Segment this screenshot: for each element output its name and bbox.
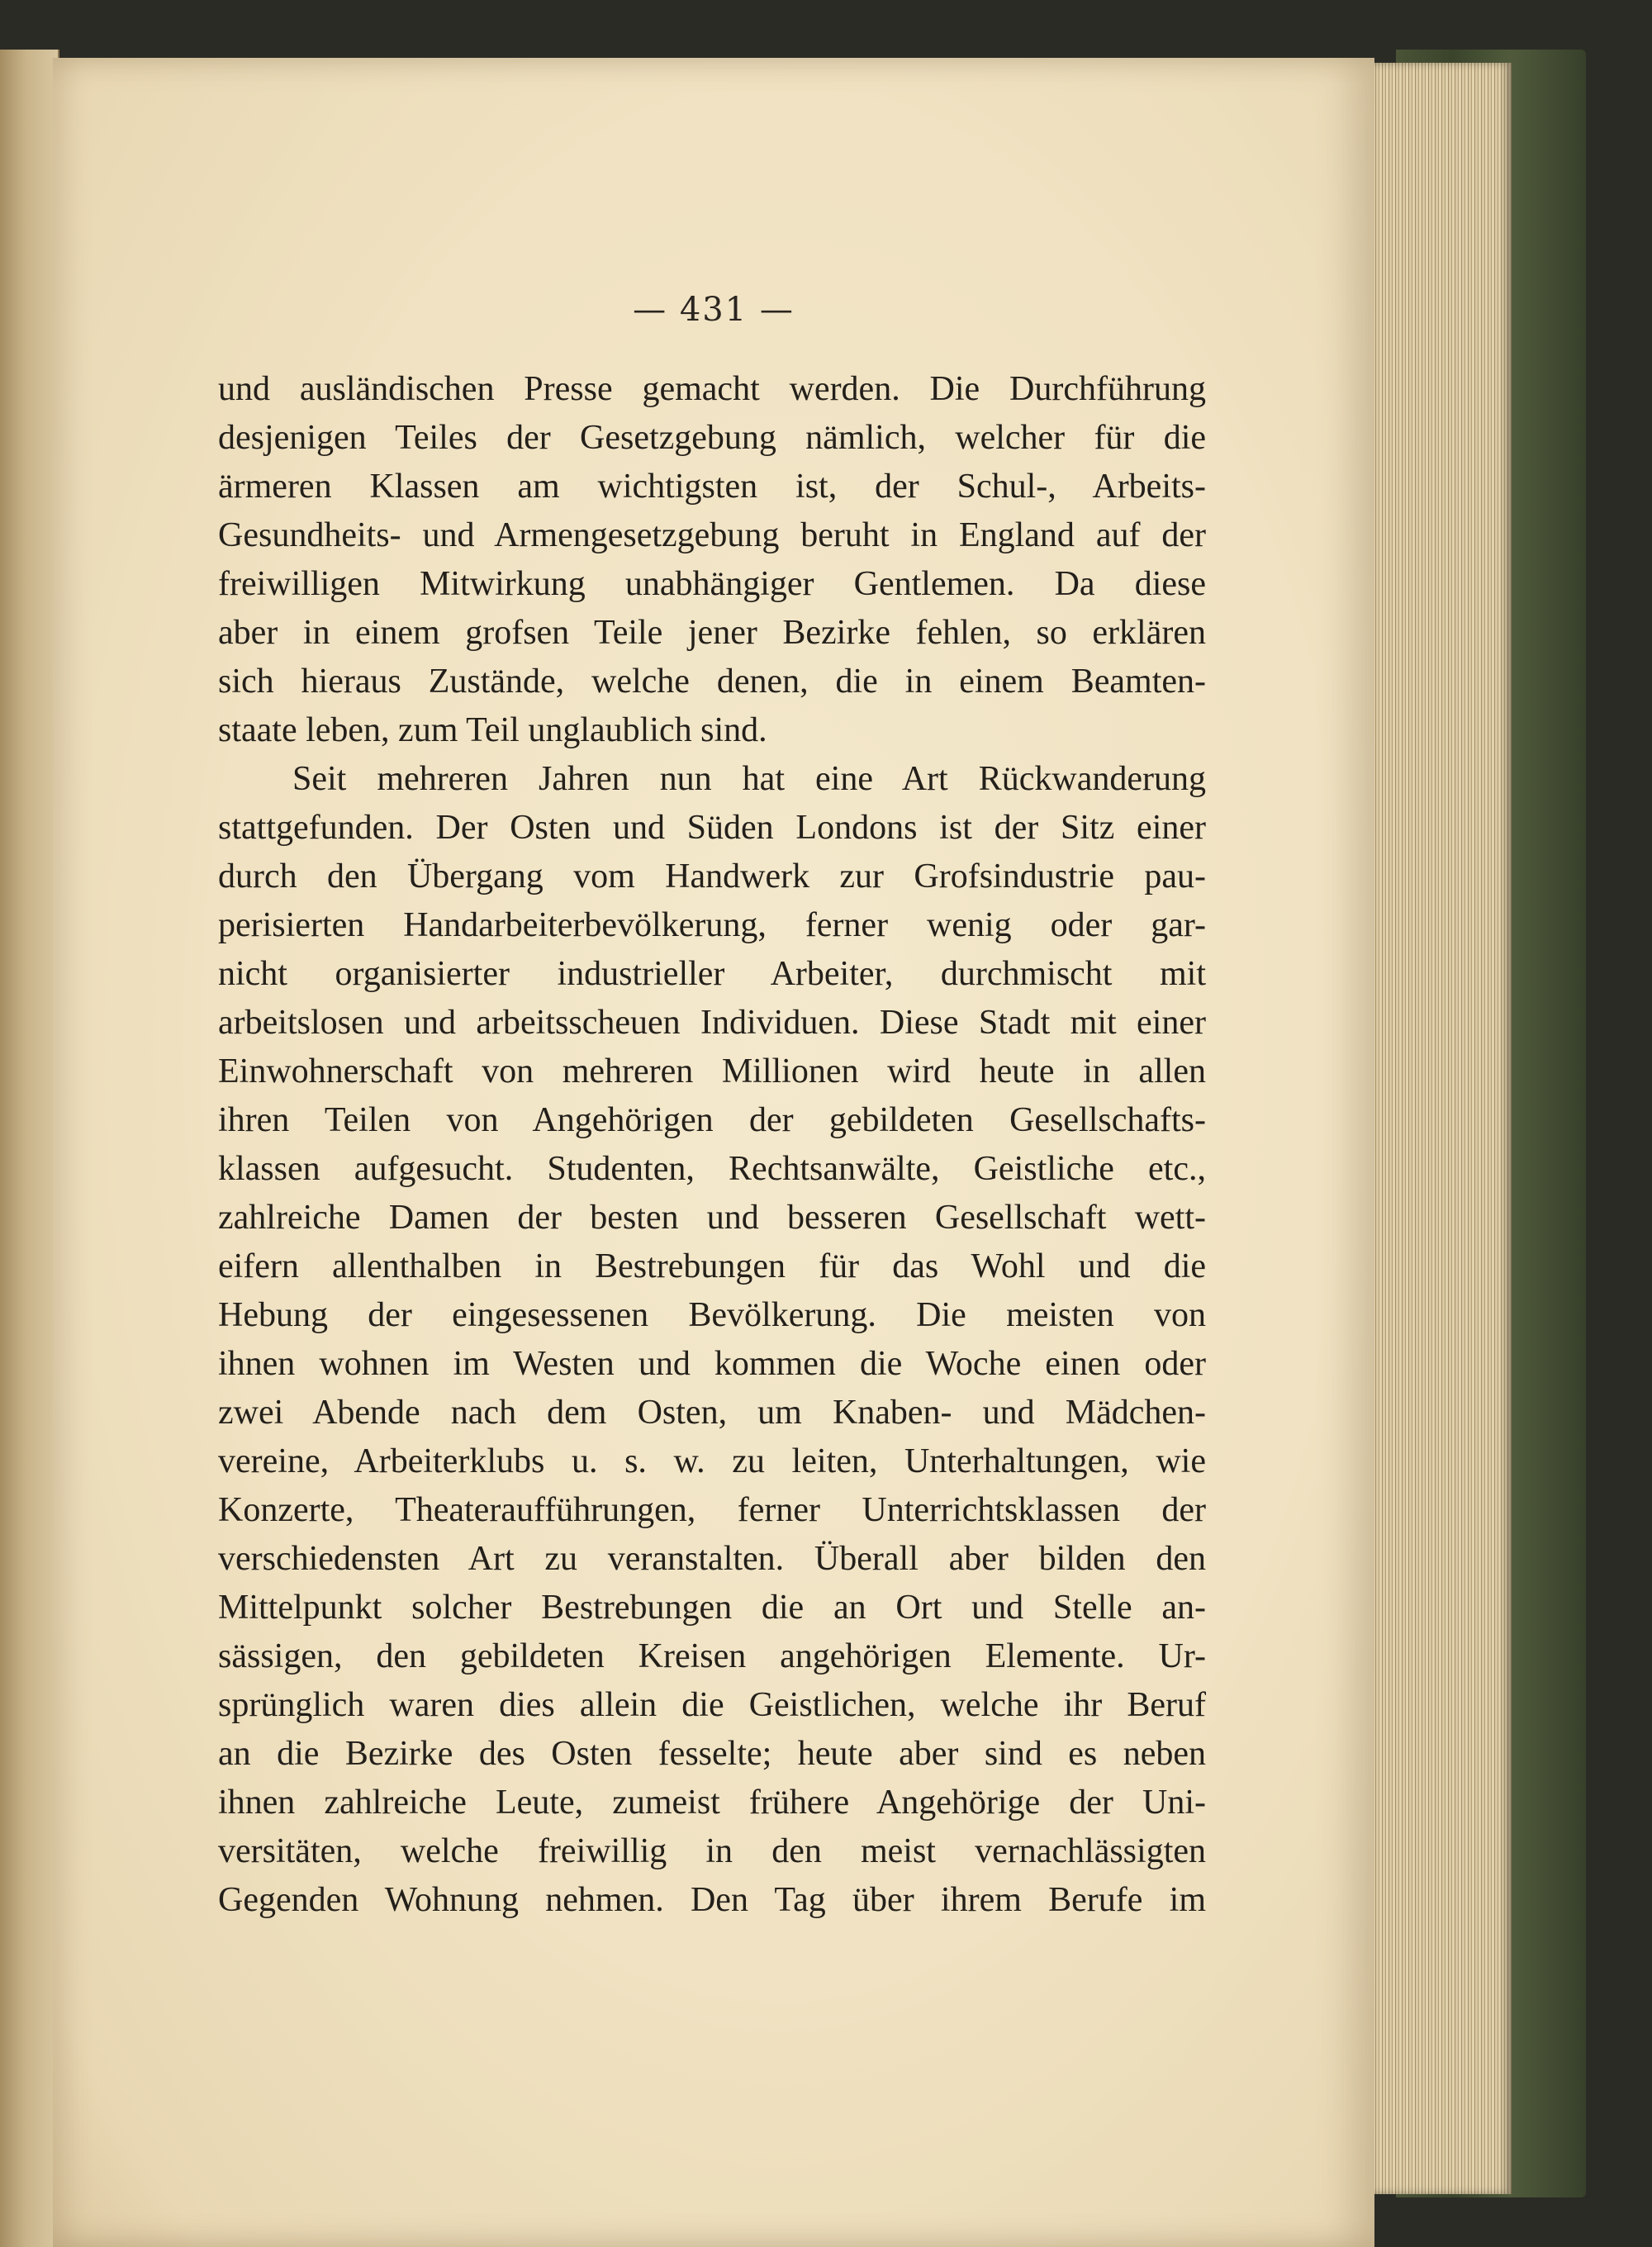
text-line: eifern allenthalben in Bestrebungen für das Wohl und die	[218, 1247, 1206, 1285]
text-line: ärmeren Klassen am wichtigsten ist, der Schul-, Arbeits-	[218, 468, 1206, 506]
text-line: Gegenden Wohnung nehmen. Den Tag über ihrem Berufe im	[218, 1881, 1206, 1919]
text-line: ihnen zahlreiche Leute, zumeist frühere Angehörige der Uni-	[218, 1784, 1206, 1822]
text-line: sich hieraus Zustände, welche denen, die in einem Beamten-	[218, 663, 1206, 701]
text-line: vereine, Arbeiterklubs u. s. w. zu leiten, Unterhaltungen, wie	[218, 1442, 1206, 1480]
text-line: an die Bezirke des Osten fesselte; heute aber sind es neben	[218, 1735, 1206, 1773]
page-edges-stack	[1363, 63, 1512, 2194]
text-line: Einwohnerschaft von mehreren Millionen wird heute in allen	[218, 1052, 1206, 1090]
text-line: klassen aufgesucht. Studenten, Rechtsanwälte, Geistliche etc.,	[218, 1150, 1206, 1188]
text-line: desjenigen Teiles der Gesetzgebung nämlich, welcher für die	[218, 419, 1206, 457]
text-line: ihren Teilen von Angehörigen der gebildeten Gesellschafts-	[218, 1101, 1206, 1139]
page-number-header: — 431 —	[633, 291, 795, 329]
text-line: nicht organisierter industrieller Arbeiter, durchmischt mit	[218, 955, 1206, 993]
body-text	[218, 365, 1206, 1925]
text-line: Mittelpunkt solcher Bestrebungen die an Ort und Stelle an-	[218, 1589, 1206, 1627]
text-line: verschiedensten Art zu veranstalten. Überall aber bilden den	[218, 1540, 1206, 1578]
text-line: ihnen wohnen im Westen und kommen die Woche einen oder	[218, 1345, 1206, 1383]
text-line: freiwilligen Mitwirkung unabhängiger Gentlemen. Da diese	[218, 565, 1206, 603]
text-line: versitäten, welche freiwillig in den meist vernachlässigten	[218, 1832, 1206, 1870]
text-line: Seit mehreren Jahren nun hat eine Art Rückwanderung	[292, 760, 1206, 798]
paragraph	[218, 365, 1206, 755]
text-line: durch den Übergang vom Handwerk zur Grofsindustrie pau-	[218, 857, 1206, 895]
book-page	[53, 58, 1374, 2247]
text-line: stattgefunden. Der Osten und Süden Londons ist der Sitz einer	[218, 809, 1206, 847]
text-line: sässigen, den gebildeten Kreisen angehörigen Elemente. Ur-	[218, 1637, 1206, 1675]
text-line: perisierten Handarbeiterbevölkerung, ferner wenig oder gar-	[218, 906, 1206, 944]
text-line: arbeitslosen und arbeitsscheuen Individuen. Diese Stadt mit einer	[218, 1004, 1206, 1042]
text-line: zahlreiche Damen der besten und besseren Gesellschaft wett-	[218, 1199, 1206, 1237]
text-line: Gesundheits- und Armengesetzgebung beruht in England auf der	[218, 516, 1206, 554]
paragraph	[218, 755, 1206, 1925]
previous-page-edge	[0, 50, 59, 2247]
text-line: und ausländischen Presse gemacht werden. Die Durchführung	[218, 370, 1206, 408]
text-line: aber in einem grofsen Teile jener Bezirke fehlen, so erklären	[218, 614, 1206, 652]
text-line: Hebung der eingesessenen Bevölkerung. Die meisten von	[218, 1296, 1206, 1334]
text-line: Konzerte, Theateraufführungen, ferner Unterrichtsklassen der	[218, 1491, 1206, 1529]
text-line: sprünglich waren dies allein die Geistlichen, welche ihr Beruf	[218, 1686, 1206, 1724]
text-line: zwei Abende nach dem Osten, um Knaben- und Mädchen-	[218, 1394, 1206, 1432]
text-line: staate leben, zum Teil unglaublich sind.	[218, 711, 767, 749]
